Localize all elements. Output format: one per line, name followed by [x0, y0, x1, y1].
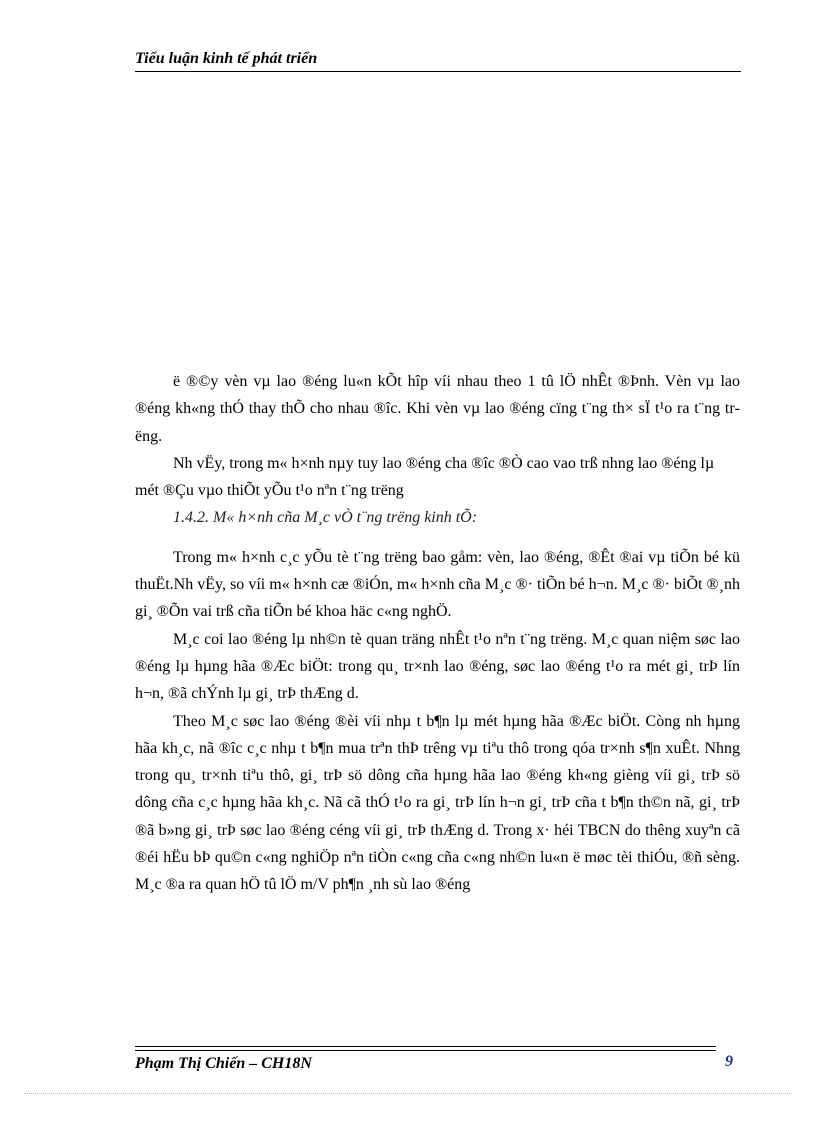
footer-rule-bottom: [135, 1050, 716, 1051]
page-number: 9: [725, 1053, 733, 1070]
section-heading: 1.4.2. M« h×nh cña M¸c vÒ t¨ng trëng kinh tÕ:: [173, 509, 478, 527]
footer-rule-top: [135, 1046, 716, 1047]
page-bottom-dotted-line: [24, 1093, 792, 1094]
header-rule: [135, 71, 741, 72]
paragraph-2: Nh vËy, trong m« h×nh nµy tuy lao ®éng cha ®îc ®Ò cao vao trß nhng lao ®éng lµ mét ®Çu vµo thiÕt yÕu t¹o nªn t¨ng trëng: [135, 454, 715, 500]
paragraph-1: ë ®©y vèn vµ lao ®éng lu«n kÕt hîp víi nhau theo 1 tû lÖ nhÊt ®Þnh. Vèn vµ lao ®éng kh«ng thÓ thay thÕ cho nhau ®îc. Khi vèn vµ lao ®éng cïng t¨ng th× sÏ t¹o ra t¨ng trëng.: [135, 373, 740, 445]
footer-author: Phạm Thị Chiến – CH18N: [135, 1055, 312, 1072]
running-header-title: Tiểu luận kinh tế phát triển: [135, 50, 318, 67]
paragraph-5: Theo M¸c søc lao ®éng ®èi víi nhµ t b¶n lµ mét hµng hãa ®Æc biÖt. Còng nh hµng hãa kh¸c, nã ®îc c¸c nhµ t b¶n mua trªn thÞ trêng vµ tiªu thô trong qóa tr×nh s¶n xuÊt. Nhng trong qu¸ tr×nh tiªu thô, gi¸ trÞ sö dông cña hµng hãa lao ®éng kh«ng gièng víi gi¸ trÞ sö dông cña c¸c hµng hãa kh¸c. Nã cã thÓ t¹o ra gi¸ trÞ lín h¬n gi¸ trÞ cña t b¶n th©n nã, gi¸ trÞ ®ã b»ng gi¸ trÞ søc lao ®éng céng víi gi¸ trÞ thÆng d. Trong x· héi TBCN do thêng xuyªn cã ®éi hËu bÞ qu©n c«ng nghiÖp nªn tiÒn c«ng cña c«ng nh©n lu«n ë møc tèi thiÓu, ®ñ sèng. M¸c ®a ra quan hÖ tû lÖ m/V ph¶n ¸nh sù lao ®éng: [135, 712, 740, 894]
body-text: [135, 368, 740, 899]
paragraph-4: M¸c coi lao ®éng lµ nh©n tè quan träng nhÊt t¹o nªn t¨ng trëng. M¸c quan niệm søc lao ®éng lµ hµng hãa ®Æc biÖt: trong qu¸ tr×nh lao ®éng, søc lao ®éng t¹o ra mét gi¸ trÞ lín h¬n, ®ã chÝnh lµ gi¸ trÞ thÆng d.: [135, 630, 740, 703]
paragraph-3: Trong m« h×nh c¸c yÕu tè t¨ng trëng bao gåm: vèn, lao ®éng, ®Êt ®ai vµ tiÕn bé kü thuËt.Nh vËy, so víi m« h×nh cæ ®iÓn, m« h×nh cña M¸c ®· tiÕn bé h¬n. M¸c ®· biÕt ®¸nh gi¸ ®Õn vai trß cña tiÕn bé khoa häc c«ng nghÖ.: [135, 548, 740, 621]
